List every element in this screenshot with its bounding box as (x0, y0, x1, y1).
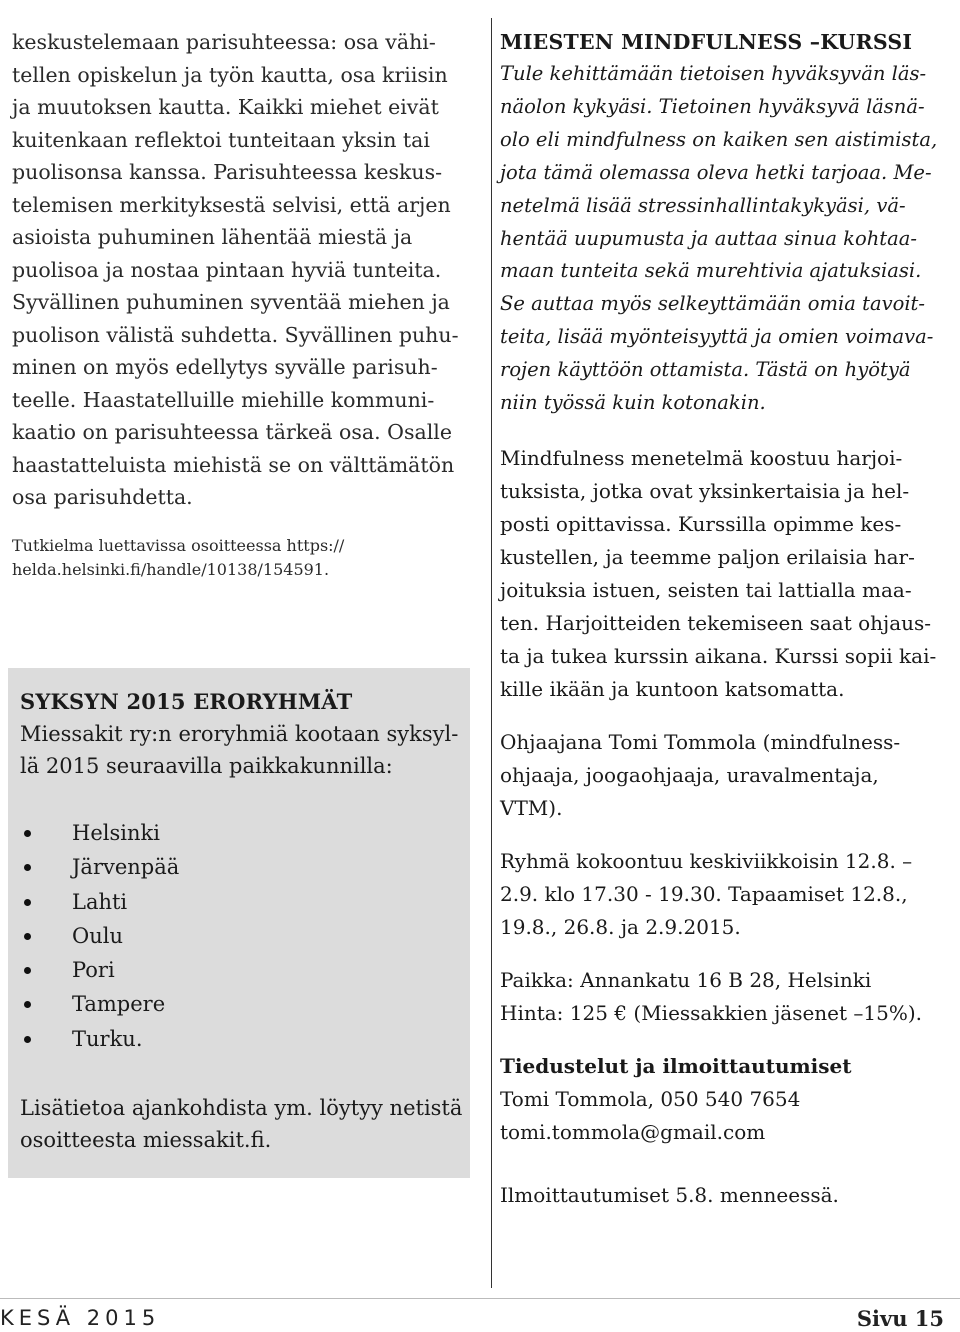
course-intro (500, 58, 950, 420)
text-line: haastatteluista miehistä se on välttämätön (12, 452, 455, 477)
bullet-icon (24, 933, 31, 940)
text-line: osa parisuhdetta. (12, 485, 193, 509)
text-line: tuksista, jotka ovat yksinkertaisia ja hel- (500, 478, 910, 503)
contact-email[interactable]: tomi.tommola@gmail.com (500, 1119, 766, 1144)
text-line: Ohjaajana Tomi Tommola (mindfulness- (500, 729, 901, 754)
thesis-line: Tutkielma luettavissa osoitteessa https:// (12, 535, 345, 555)
bullet-icon (24, 830, 31, 837)
text-line: kustellen, ja teemme paljon erilaisia har- (500, 544, 915, 569)
course-place-price (500, 964, 950, 1030)
footer-issue: KESÄ 2015 (0, 1306, 161, 1330)
course-registration (500, 1179, 950, 1212)
list-item (20, 919, 460, 953)
text-line: kuitenkaan reflektoi tunteitaan yksin tai (12, 127, 430, 152)
text-line: Hinta: 125 € (Miessakkien jäsenet –15%). (500, 1000, 923, 1025)
text-line: tellen opiskelun ja työn kautta, osa kriisin (12, 62, 448, 87)
course-contact (500, 1050, 950, 1149)
text-line: ta ja tukea kurssin aikana. Kurssi sopii kai- (500, 643, 937, 668)
city-name: Helsinki (72, 821, 160, 845)
groups-info-box (8, 668, 470, 1178)
city-name: Turku. (72, 1026, 143, 1051)
city-list (20, 816, 460, 1056)
text-line: kille ikään ja kuntoon katsomatta. (500, 676, 845, 701)
course-schedule (500, 845, 950, 944)
list-item (20, 850, 460, 884)
city-name: Oulu (72, 923, 123, 948)
text-line: hentää uupumusta ja auttaa sinua kohtaa- (500, 226, 917, 250)
city-name: Järvenpää (72, 855, 180, 880)
text-line: minen on myös edellytys syvälle parisuh- (12, 355, 438, 379)
text-line: rojen käyttöön ottamista. Tästä on hyötyä (500, 358, 911, 382)
course-title: MIESTEN MINDFULNESS –KURSSI (500, 30, 913, 54)
text-line: Paikka: Annankatu 16 B 28, Helsinki (500, 967, 872, 992)
list-item (20, 885, 460, 919)
list-item (20, 816, 460, 850)
text-line: VTM). (500, 795, 563, 820)
text-line: teelle. Haastatelluille miehille kommuni- (12, 387, 435, 412)
left-column (12, 26, 472, 582)
text-line: teita, lisää myönteisyyttä ja omien voimava- (500, 325, 934, 349)
list-item (20, 1022, 460, 1056)
groups-more-info (20, 1092, 463, 1156)
text-line: posti opittavissa. Kurssilla opimme kes- (500, 511, 902, 536)
text-line: niin työssä kuin kotonakin. (500, 391, 766, 415)
text-line: netelmä lisää stressinhallintakykyäsi, vä- (500, 193, 906, 217)
bullet-icon (24, 967, 31, 974)
column-divider (491, 18, 492, 1288)
city-name: Pori (72, 958, 115, 983)
text-line: ten. Harjoitteiden tekemiseen saat ohjaus- (500, 610, 932, 635)
text-line: Ilmoittautumiset 5.8. menneessä. (500, 1182, 839, 1207)
text-line: ja muutoksen kautta. Kaikki miehet eivät (12, 95, 439, 119)
text-line: puolisoa ja nostaa pintaan hyviä tunteita. (12, 257, 442, 282)
city-name: Tampere (72, 992, 166, 1017)
text-line: Se auttaa myös selkeyttämään omia tavoit- (500, 292, 925, 316)
article-text (12, 26, 472, 514)
course-method (500, 442, 950, 706)
text-line: kaatio on parisuhteessa tärkeä osa. Osalle (12, 420, 452, 444)
contact-heading: Tiedustelut ja ilmoittautumiset (500, 1053, 852, 1078)
text-line: jota tämä olemassa oleva hetki tarjoaa. Me- (500, 160, 932, 184)
bullet-icon (24, 1001, 31, 1008)
text-line: Lisätietoa ajankohdista ym. löytyy netistä (20, 1096, 463, 1121)
text-line: lä 2015 seuraavilla paikkakunnilla: (20, 754, 393, 778)
right-column (500, 26, 950, 1212)
text-line: näolon kykyäsi. Tietoinen hyväksyvä läsnä- (500, 94, 925, 118)
text-line: Tule kehittämään tietoisen hyväksyvän läs- (500, 62, 927, 85)
text-line: maan tunteita sekä murehtivia ajatuksiasi. (500, 259, 922, 283)
list-item (20, 953, 460, 987)
course-instructor (500, 726, 950, 825)
thesis-url[interactable]: helda.helsinki.fi/handle/10138/154591. (12, 559, 330, 579)
text-line: Syvällinen puhuminen syventää miehen ja (12, 290, 450, 314)
text-line: puolison välistä suhdetta. Syvällinen puhu- (12, 322, 459, 347)
text-line: asioista puhuminen lähentää miestä ja (12, 225, 413, 249)
groups-box-content (20, 686, 463, 1156)
footer-rule (0, 1298, 960, 1299)
thesis-link-note (12, 534, 472, 582)
page-number: Sivu 15 (856, 1306, 944, 1331)
city-name: Lahti (72, 889, 128, 914)
text-line: osoitteesta miessakit.fi. (20, 1128, 272, 1153)
text-line: Ryhmä kokoontuu keskiviikkoisin 12.8. – (500, 848, 913, 873)
text-line: ohjaaja, joogaohjaaja, uravalmentaja, (500, 762, 879, 787)
bullet-icon (24, 1036, 31, 1043)
bullet-icon (24, 899, 31, 906)
text-line: Miessakit ry:n eroryhmiä kootaan syksyl- (20, 722, 459, 746)
text-line: keskustelemaan parisuhteessa: osa vähi- (12, 30, 436, 54)
list-item (20, 987, 460, 1021)
text-line: joituksia istuen, seisten tai lattialla maa- (500, 577, 912, 602)
text-line: puolisonsa kanssa. Parisuhteessa keskus- (12, 160, 443, 184)
text-line: Mindfulness menetelmä koostuu harjoi- (500, 445, 903, 470)
text-line: 19.8., 26.8. ja 2.9.2015. (500, 914, 741, 939)
text-line: 2.9. klo 17.30 - 19.30. Tapaamiset 12.8., (500, 881, 908, 906)
text-line: telemisen merkityksestä selvisi, että arjen (12, 192, 451, 217)
bullet-icon (24, 864, 31, 871)
text-line: olo eli mindfulness on kaiken sen aistimista, (500, 127, 938, 151)
groups-title: SYKSYN 2015 ERORYHMÄT (20, 689, 353, 714)
groups-intro (20, 718, 460, 782)
contact-phone: Tomi Tommola, 050 540 7654 (500, 1086, 801, 1111)
